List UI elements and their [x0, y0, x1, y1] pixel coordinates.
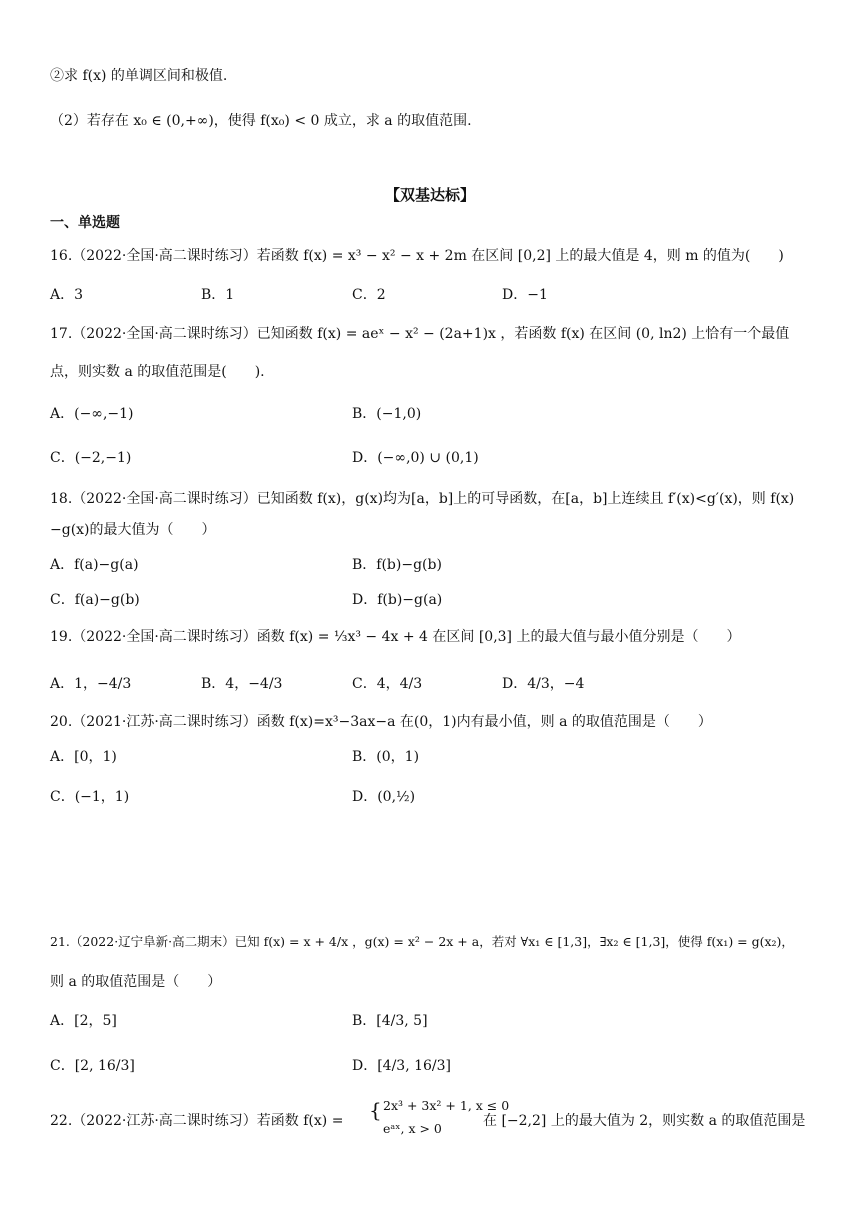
- q18-option-d: D．f(b)−g(a): [352, 592, 443, 608]
- q20-stem: 20.（2021·江苏·高二课时练习）函数 f(x)=x³−3ax−a 在(0，1)内有最小值，则 a 的取值范围是（ ）: [50, 714, 712, 730]
- q18-stem-line1: 18.（2022·全国·高二课时练习）已知函数 f(x)，g(x)均为[a，b]上的可导函数，在[a，b]上连续且 f′(x)<g′(x)，则 f(x): [50, 491, 795, 507]
- q21-option-b: B．[4/3, 5]: [352, 1013, 428, 1029]
- q19-option-b: B．4，−4/3: [201, 676, 283, 692]
- q21-option-c: C．[2, 16/3]: [50, 1058, 135, 1074]
- q19-option-a: A．1，−4/3: [50, 676, 132, 692]
- q19-option-c: C．4，4/3: [352, 676, 423, 692]
- q21-option-d: D．[4/3, 16/3]: [352, 1058, 452, 1074]
- q16-option-c: C．2: [352, 287, 386, 303]
- q22-piece-2: eᵃˣ, x > 0: [383, 1121, 442, 1136]
- q21-stem-line1: 21.（2022·辽宁阜新·高二期末）已知 f(x) = x + 4/x ，g(x) = x² − 2x + a，若对 ∀x₁ ∈ [1,3]，∃x₂ ∈ [1,3]，使得 f(x₁) = g(x₂)，: [50, 934, 794, 949]
- q18-option-a: A．f(a)−g(a): [50, 557, 139, 573]
- q16-option-a: A．3: [50, 287, 84, 303]
- q17-option-c: C．(−2,−1): [50, 450, 132, 466]
- q16-option-d: D．−1: [502, 287, 548, 303]
- q17-option-a: A．(−∞,−1): [50, 406, 134, 422]
- q19-stem: 19.（2022·全国·高二课时练习）函数 f(x) = ⅓x³ − 4x + 4 在区间 [0,3] 上的最大值与最小值分别是（ ）: [50, 629, 741, 645]
- q16-stem: 16.（2022·全国·高二课时练习）若函数 f(x) = x³ − x² − x + 2m 在区间 [0,2] 上的最大值是 4，则 m 的值为( ): [50, 248, 784, 264]
- section-title: 一、单选题: [50, 215, 120, 231]
- q18-option-b: B．f(b)−g(b): [352, 557, 442, 573]
- q17-option-d: D．(−∞,0) ∪ (0,1): [352, 450, 479, 466]
- q22-piece-1: 2x³ + 3x² + 1, x ≤ 0: [383, 1098, 510, 1113]
- q17-stem-line1: 17.（2022·全国·高二课时练习）已知函数 f(x) = aeˣ − x² − (2a+1)x ，若函数 f(x) 在区间 (0, ln2) 上恰有一个最值: [50, 326, 790, 342]
- section-heading: 【双基达标】: [384, 186, 475, 204]
- q19-option-d: D．4/3，−4: [502, 676, 585, 692]
- prev-part-2: （2）若存在 x₀ ∈ (0,+∞)，使得 f(x₀) < 0 成立，求 a 的取值范围.: [50, 113, 472, 129]
- q22-stem-start: 22.（2022·江苏·高二课时练习）若函数 f(x) =: [50, 1113, 344, 1129]
- q21-stem-line2: 则 a 的取值范围是（ ）: [50, 974, 222, 990]
- q17-option-b: B．(−1,0): [352, 406, 422, 422]
- q21-option-a: A．[2，5]: [50, 1013, 117, 1029]
- q18-option-c: C．f(a)−g(b): [50, 592, 140, 608]
- prev-subquestion-2: ②求 f(x) 的单调区间和极值.: [50, 68, 228, 84]
- q20-option-b: B．(0，1): [352, 749, 420, 765]
- q18-stem-line2: −g(x)的最大值为（ ）: [50, 522, 216, 538]
- q20-option-a: A．[0，1): [50, 749, 117, 765]
- q22-stem-end: 在 [−2,2] 上的最大值为 2，则实数 a 的取值范围是: [483, 1113, 806, 1129]
- piecewise-brace: {: [369, 1098, 382, 1122]
- q16-option-b: B．1: [201, 287, 235, 303]
- q20-option-d: D．(0,½): [352, 789, 416, 805]
- q17-stem-line2: 点，则实数 a 的取值范围是( ).: [50, 364, 265, 380]
- q20-option-c: C．(−1，1): [50, 789, 130, 805]
